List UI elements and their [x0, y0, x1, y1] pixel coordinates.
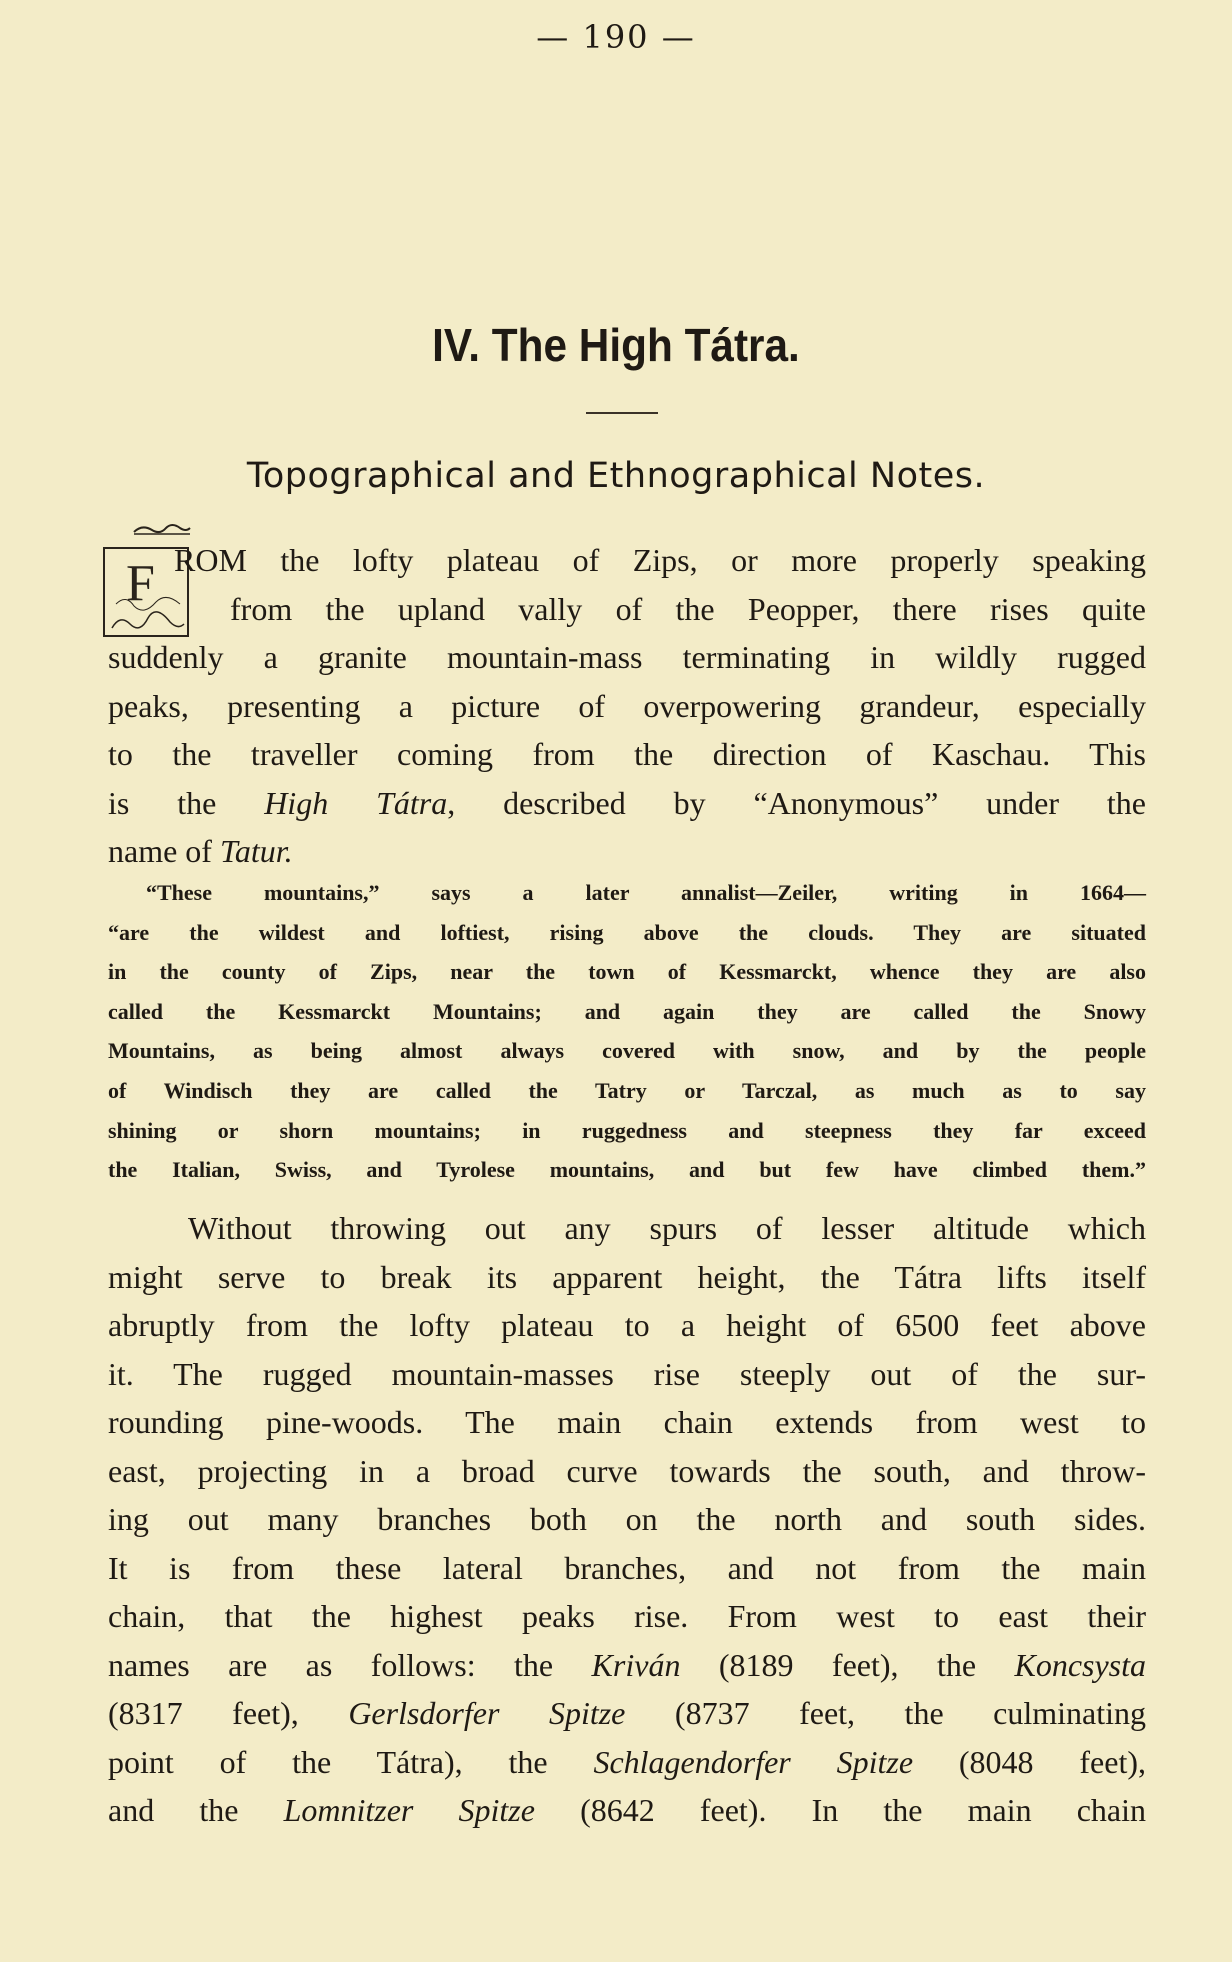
- text-line: [108, 779, 1146, 828]
- italic-term: Lomnitzer Spitze: [283, 1792, 535, 1828]
- text-run: chain, that the highest peaks rise. From west to east their: [108, 1598, 1146, 1634]
- text-line: [108, 633, 1146, 682]
- text-line: [108, 1592, 1146, 1641]
- text-run: name of: [108, 833, 220, 869]
- chapter-title: IV. The High Tátra.: [432, 319, 800, 371]
- text-run: (8737 feet, the culminating: [625, 1695, 1147, 1731]
- text-line: [108, 1301, 1146, 1350]
- italic-term: Tatur.: [219, 833, 293, 869]
- text-line: [108, 585, 1146, 634]
- text-line: [108, 1544, 1146, 1593]
- text-line: [108, 1253, 1146, 1302]
- quote-line: in the county of Zips, near the town of Kessmarckt, whence they are also: [108, 959, 1146, 985]
- italic-term: Schlagendorfer Spitze: [593, 1743, 914, 1780]
- text-line: [108, 1350, 1146, 1399]
- quote-line: shining or shorn mountains; in ruggedness and steepness they far exceed: [108, 1117, 1146, 1143]
- text-line: [108, 827, 1146, 876]
- text-run: Without throwing out any spurs of lesser altitude which: [188, 1210, 1146, 1246]
- text-run: rounding pine-woods. The main chain extends from west to: [108, 1404, 1146, 1440]
- text-run: ROM the lofty plateau of Zips, or more properly speaking: [174, 542, 1146, 578]
- text-line: [108, 536, 1146, 585]
- italic-term: Kriván: [591, 1646, 681, 1683]
- quote-line: Mountains, as being almost always covered with snow, and by the people: [108, 1038, 1146, 1064]
- quote-line: of Windisch they are called the Tatry or Tarczal, as much as to say: [108, 1077, 1146, 1103]
- italic-term: Koncsysta: [1014, 1646, 1147, 1683]
- italic-term: Gerlsdorfer Spitze: [348, 1695, 626, 1731]
- text-line: [108, 1398, 1146, 1447]
- text-line: [108, 1204, 1146, 1253]
- section-subtitle: Topographical and Ethnographical Notes.: [246, 456, 986, 496]
- text-run: (8189 feet), the: [680, 1646, 1015, 1683]
- text-run: it. The rugged mountain-masses rise steeply out of the sur-: [108, 1355, 1146, 1392]
- text-run: (8642 feet). In the main chain: [534, 1792, 1147, 1828]
- quote-line: the Italian, Swiss, and Tyrolese mountains, and but few have climbed them.”: [108, 1157, 1146, 1183]
- text-run: east, projecting in a broad curve towards the south, and throw-: [108, 1452, 1146, 1489]
- text-run: It is from these lateral branches, and not from the main: [108, 1549, 1146, 1586]
- title-rule: [586, 412, 658, 414]
- text-line: [108, 1641, 1146, 1690]
- quote-line: “are the wildest and loftiest, rising above the clouds. They are situated: [108, 919, 1146, 945]
- quote-line: called the Kessmarckt Mountains; and again they are called the Snowy: [108, 998, 1146, 1024]
- text-run: point of the Tátra), the: [108, 1743, 594, 1780]
- text-line: [108, 682, 1146, 731]
- text-line: [108, 1447, 1146, 1496]
- text-run: to the traveller coming from the direction of Kaschau. This: [108, 736, 1146, 772]
- block-quote: [108, 873, 1146, 1190]
- text-line: [108, 1689, 1146, 1738]
- ornament-flourish-icon: [132, 522, 192, 536]
- text-run: suddenly a granite mountain-mass terminating in wildly rugged: [108, 639, 1146, 675]
- text-line: [108, 730, 1146, 779]
- text-run: , described by “Anonymous” under the: [447, 784, 1146, 821]
- text-run: (8317 feet),: [108, 1695, 349, 1731]
- paragraph-1: [108, 536, 1146, 876]
- text-run: names are as follows: the: [108, 1646, 592, 1683]
- text-line: [108, 1738, 1146, 1787]
- text-run: is the: [108, 784, 265, 821]
- text-run: might serve to break its apparent height, the Tátra lifts itself: [108, 1258, 1146, 1295]
- page-number: — 190 —: [536, 18, 696, 56]
- paragraph-2: [108, 1204, 1146, 1835]
- text-run: abruptly from the lofty plateau to a height of 6500 feet above: [108, 1307, 1146, 1343]
- drop-cap-letter: F: [126, 555, 155, 612]
- italic-term: High Tátra: [264, 784, 448, 821]
- text-run: from the upland vally of the Peopper, there rises quite: [230, 590, 1146, 627]
- text-run: ing out many branches both on the north and south sides.: [108, 1501, 1146, 1537]
- text-run: peaks, presenting a picture of overpowering grandeur, especially: [108, 687, 1146, 724]
- text-line: [108, 1495, 1146, 1544]
- text-run: and the: [108, 1792, 284, 1828]
- text-run: (8048 feet),: [913, 1743, 1147, 1780]
- quote-line: “These mountains,” says a later annalist—Zeiler, writing in 1664—: [146, 880, 1146, 905]
- text-line: [108, 1786, 1146, 1835]
